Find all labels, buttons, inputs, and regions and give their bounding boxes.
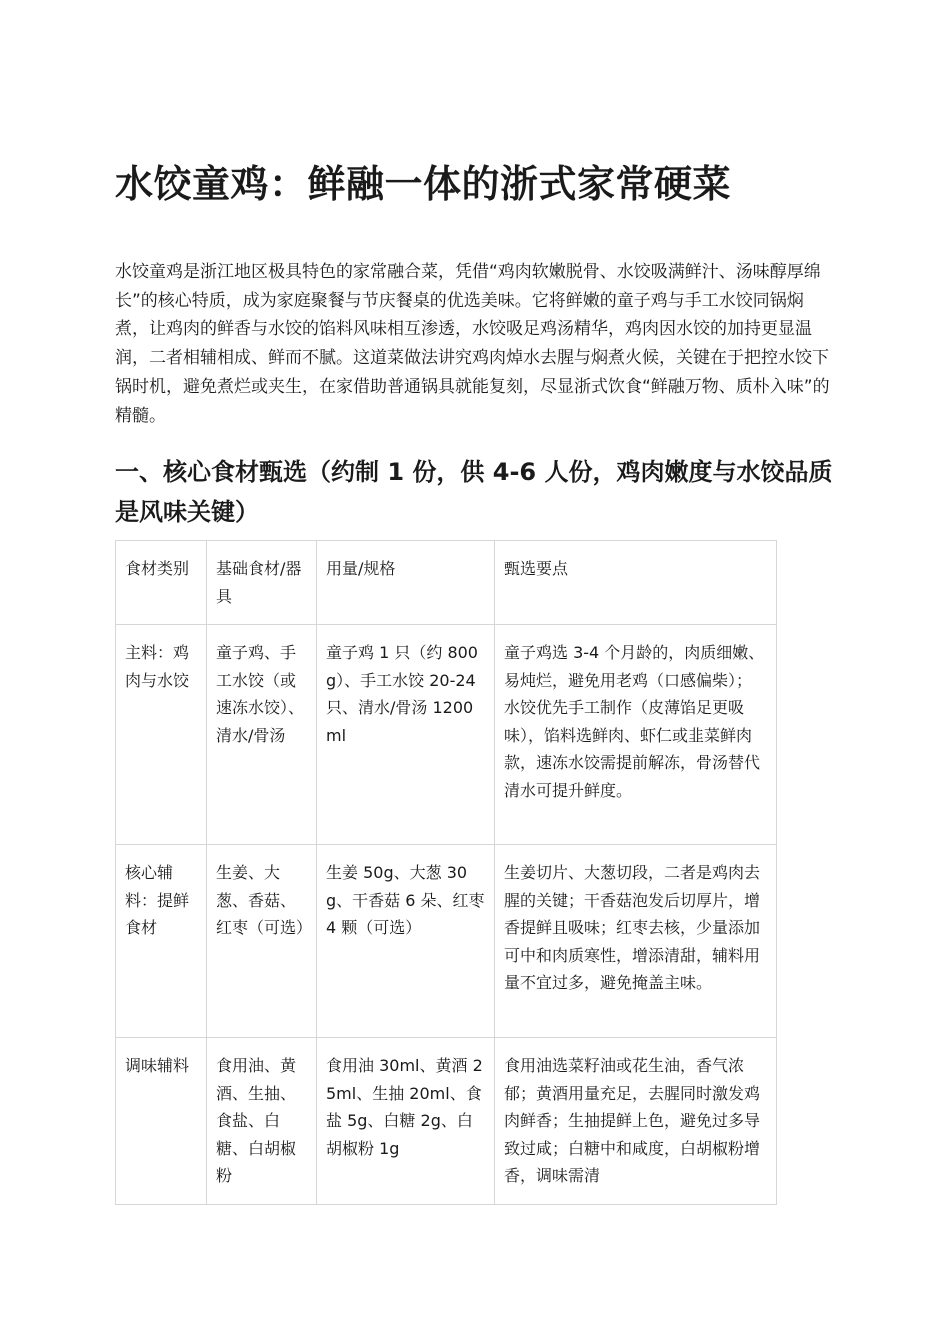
table-cell-items: 生姜、大葱、香菇、红枣（可选）: [207, 845, 317, 1038]
table-cell-amount: 童子鸡 1 只（约 800g）、手工水饺 20-24 只、清水/骨汤 1200ml: [317, 625, 495, 845]
table-header-row: [116, 541, 777, 625]
table-cell-amount: 生姜 50g、大葱 30g、干香菇 6 朵、红枣 4 颗（可选）: [317, 845, 495, 1038]
table-cell-tips: 童子鸡选 3-4 个月龄的，肉质细嫩、易炖烂，避免用老鸡（口感偏柴）；水饺优先手工制作（皮薄馅足更吸味），馅料选鲜肉、虾仁或韭菜鲜肉款，速冻水饺需提前解冻，骨汤替代清水可提升鲜度。: [495, 625, 777, 845]
table-row: [116, 845, 777, 1038]
intro-paragraph: 水饺童鸡是浙江地区极具特色的家常融合菜，凭借“鸡肉软嫩脱骨、水饺吸满鲜汁、汤味醇厚绵长”的核心特质，成为家庭聚餐与节庆餐桌的优选美味。它将鲜嫩的童子鸡与手工水饺同锅焖煮，让鸡肉的鲜香与水饺的馅料风味相互渗透，水饺吸足鸡汤精华，鸡肉因水饺的加持更显温润，二者相辅相成、鲜而不腻。这道菜做法讲究鸡肉焯水去腥与焖煮火候，关键在于把控水饺下锅时机，避免煮烂或夹生，在家借助普通锅具就能复刻，尽显浙式饮食“鲜融万物、质朴入味”的精髓。: [115, 262, 830, 426]
ingredients-table: [115, 540, 777, 1205]
table-cell-category: 核心辅料：提鲜食材: [116, 845, 207, 1038]
table-row: [116, 1038, 777, 1205]
section-heading-ingredients: 一、核心食材甄选（约制 1 份，供 4-6 人份，鸡肉嫩度与水饺品质是风味关键）: [115, 458, 833, 526]
table-row: [116, 625, 777, 845]
table-cell-amount: 食用油 30ml、黄酒 25ml、生抽 20ml、食盐 5g、白糖 2g、白胡椒粉 1g: [317, 1038, 495, 1205]
table-cell-tips: 生姜切片、大葱切段，二者是鸡肉去腥的关键；干香菇泡发后切厚片，增香提鲜且吸味；红枣去核，少量添加可中和肉质寒性，增添清甜，辅料用量不宜过多，避免掩盖主味。: [495, 845, 777, 1038]
table-header-cell: 食材类别: [116, 541, 207, 625]
table-header-cell: 甄选要点: [495, 541, 777, 625]
table-cell-category: 调味辅料: [116, 1038, 207, 1205]
table-cell-category: 主料：鸡肉与水饺: [116, 625, 207, 845]
table-header-cell: 基础食材/器具: [207, 541, 317, 625]
table-header-cell: 用量/规格: [317, 541, 495, 625]
table-cell-items: 食用油、黄酒、生抽、食盐、白糖、白胡椒粉: [207, 1038, 317, 1205]
page-title: 水饺童鸡：鲜融一体的浙式家常硬菜: [115, 162, 732, 206]
table-cell-tips: 食用油选菜籽油或花生油，香气浓郁；黄酒用量充足，去腥同时激发鸡肉鲜香；生抽提鲜上色，避免过多导致过咸；白糖中和咸度，白胡椒粉增香，调味需清: [495, 1038, 777, 1205]
table-cell-items: 童子鸡、手工水饺（或速冻水饺）、清水/骨汤: [207, 625, 317, 845]
